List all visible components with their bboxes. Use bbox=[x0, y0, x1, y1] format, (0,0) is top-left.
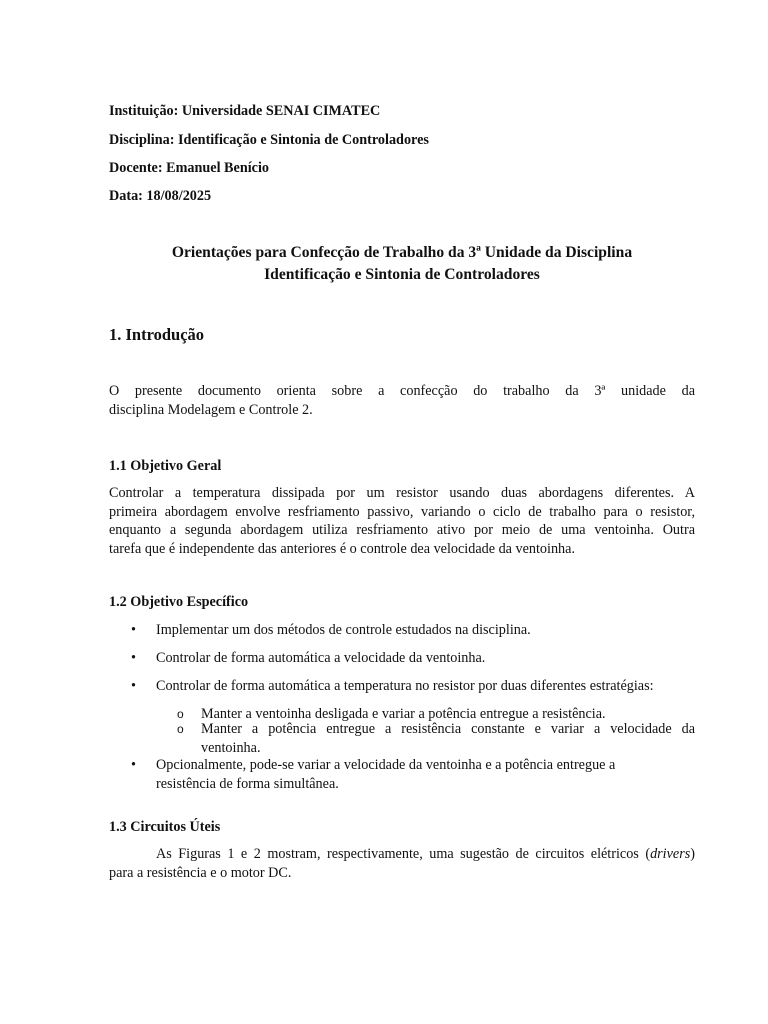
list-item-text: Controlar de forma automática a velocidade da ventoinha. bbox=[156, 650, 486, 666]
circle-bullet-icon: o bbox=[177, 707, 184, 721]
date-line: Data: 18/08/2025 bbox=[109, 188, 212, 204]
paragraph-line: primeira abordagem envolve resfriamento passivo, variando o ciclo de trabalho para o resistor, bbox=[109, 503, 695, 520]
teacher-line: Docente: Emanuel Benício bbox=[109, 160, 269, 176]
document-title-line-1: Orientações para Confecção de Trabalho da 3ª Unidade da Disciplina bbox=[171, 244, 633, 261]
paragraph-line: para a resistência e o motor DC. bbox=[109, 864, 292, 881]
institution-line: Instituição: Universidade SENAI CIMATEC bbox=[109, 103, 381, 119]
paragraph-line: O presente documento orienta sobre a confecção do trabalho da 3ª unidade da bbox=[109, 383, 695, 399]
section-heading-useful-circuits: 1.3 Circuitos Úteis bbox=[109, 819, 221, 835]
bullet-icon: • bbox=[131, 650, 136, 666]
bullet-icon: • bbox=[131, 622, 136, 638]
paragraph-line: Controlar a temperatura dissipada por um resistor usando duas abordagens diferentes. A bbox=[109, 485, 695, 501]
circle-bullet-icon: o bbox=[177, 722, 184, 736]
text-run: As Figuras 1 e 2 mostram, respectivamente, uma sugestão de circuitos elétricos ( bbox=[156, 846, 651, 862]
discipline-line: Disciplina: Identificação e Sintonia de Controladores bbox=[109, 132, 429, 148]
paragraph-line: disciplina Modelagem e Controle 2. bbox=[109, 401, 313, 418]
list-item-line: Opcionalmente, pode-se variar a velocidade da ventoinha e a potência entregue a bbox=[156, 757, 616, 773]
section-heading-specific-objective: 1.2 Objetivo Específico bbox=[109, 594, 249, 610]
sub-item-line: ventoinha. bbox=[201, 739, 261, 756]
text-run: ) bbox=[690, 846, 695, 862]
introduction-paragraph bbox=[109, 382, 695, 419]
section-heading-introduction: 1. Introdução bbox=[109, 325, 205, 344]
italic-term: drivers bbox=[650, 846, 691, 862]
paragraph-line: tarefa que é independente das anteriores é o controle dea velocidade da ventoinha. bbox=[109, 540, 575, 557]
paragraph-line bbox=[109, 845, 695, 864]
list-item-text bbox=[156, 756, 695, 793]
list-item-text: Implementar um dos métodos de controle estudados na disciplina. bbox=[156, 622, 531, 638]
sub-item-line: Manter a ventoinha desligada e variar a potência entregue a resistência. bbox=[201, 706, 606, 722]
list-item-text: Controlar de forma automática a temperatura no resistor por duas diferentes estratégias: bbox=[156, 678, 654, 694]
paragraph-line: enquanto a segunda abordagem utiliza resfriamento ativo por meio de uma ventoinha. Outra bbox=[109, 522, 695, 538]
bullet-icon: • bbox=[131, 678, 136, 694]
bullet-icon: • bbox=[131, 757, 136, 773]
section-heading-general-objective: 1.1 Objetivo Geral bbox=[109, 458, 222, 474]
sub-item-line: Manter a potência entregue a resistência constante e variar a velocidade da bbox=[201, 721, 695, 737]
list-item-line: resistência de forma simultânea. bbox=[156, 775, 339, 792]
general-objective-paragraph bbox=[109, 484, 695, 558]
useful-circuits-paragraph bbox=[109, 845, 695, 882]
sub-list-item-text bbox=[201, 720, 695, 757]
document-title-line-2: Identificação e Sintonia de Controladores bbox=[264, 266, 540, 283]
